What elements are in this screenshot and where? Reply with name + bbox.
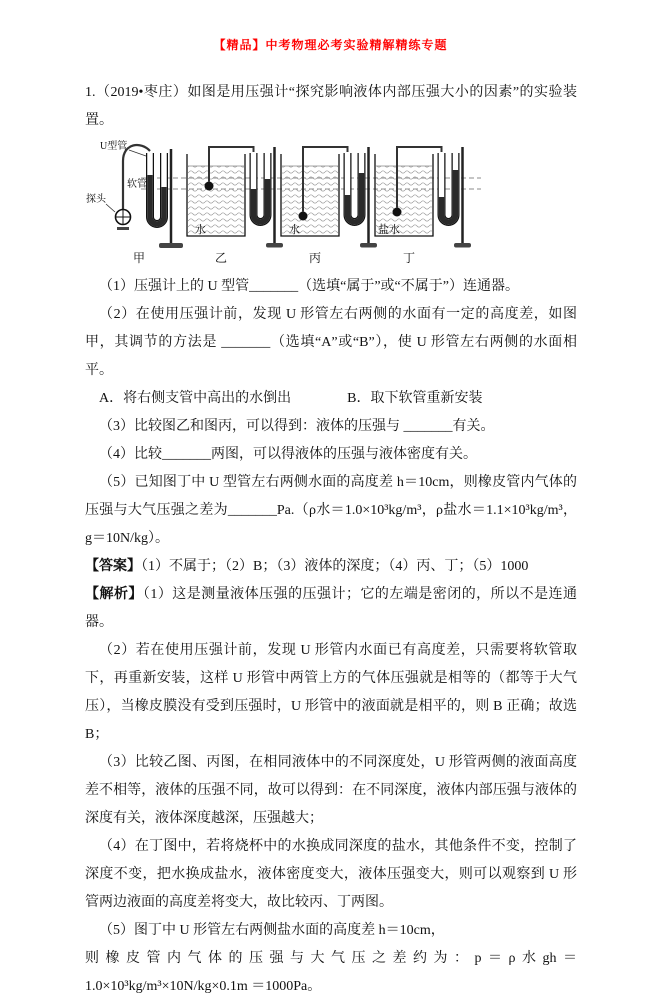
probe-label: 探头 <box>86 194 106 205</box>
probe-base <box>117 227 129 230</box>
probe-pointer-line <box>106 204 115 212</box>
probe <box>299 212 308 221</box>
analysis-label: 【解析】 <box>85 587 143 602</box>
soft-tube-label: 软管 <box>127 179 147 190</box>
question-part-5: （5）已知图丁中 U 型管左右两侧水面的高度差 h＝10cm，则橡皮管内气体的压强与大气压强之差为_______Pa.（ρ水＝1.0×10³kg/m³，ρ盐水＝1.1×10³kg/m³，g＝10N/kg）。 <box>85 475 577 546</box>
answer-line <box>85 553 577 581</box>
page-header: 【精品】中考物理必考实验精解精练专题 <box>213 38 448 52</box>
analysis-para-3: （3）比较乙图、丙图，在相同液体中的不同深度处，U 形管两侧的液面高度差不相等，液体的压强不同，故可以得到：在不同深度，液体内部压强与液体的深度有关，液体深度越深，压强越大； <box>85 755 577 826</box>
question-stem: 1.（2019•枣庄）如图是用压强计“探究影响液体内部压强大小的因素”的实验装置。 <box>85 85 577 128</box>
analysis-para-2: （2）若在使用压强计前，发现 U 形管内水面已有高度差，只需要将软管取下，再重新安装，这样 U 形管中两管上方的气体压强就是相等的（都等于大气压），当橡皮膜没有受到压强时，U 形管中的液面就是相平的，则 B 正确；故选 B； <box>85 643 577 742</box>
panel-label-jia: 甲 <box>133 251 146 265</box>
u-tube-label: U型管 <box>100 141 128 152</box>
stand-base <box>360 243 377 248</box>
panel-bing <box>281 147 377 265</box>
panel-ding <box>375 147 471 265</box>
analysis-para-5-calc: 则橡皮管内气体的压强与大气压之差约为：p＝ρ水gh＝1.0×10³kg/m³×10N/kg×0.1m ＝1000Pa。 <box>85 951 577 994</box>
analysis-item-1: （1）这是测量液体压强的压强计；它的左端是密闭的，所以不是连通器。 <box>85 587 578 630</box>
apparatus-figure <box>85 139 577 267</box>
liquid-label-ding: 盐水 <box>378 224 400 236</box>
apparatus-figure-svg <box>85 139 485 267</box>
analysis-para-4: （4）在丁图中，若将烧杯中的水换成同深度的盐水，其他条件不变，控制了深度不变，把水换成盐水，液体密度变大，液体压强变大，则可以观察到 U 形管两边液面的高度差将变大，故比较丙、丁两图。 <box>85 839 577 910</box>
question-part-4: （4）比较_______两图，可以得液体的压强与液体密度有关。 <box>99 447 477 462</box>
analysis-para-1 <box>85 581 577 637</box>
panel-label-bing: 丙 <box>309 251 322 265</box>
stand-base <box>266 243 283 248</box>
soft-tube <box>123 145 150 209</box>
stand-base <box>159 243 183 248</box>
probe <box>205 182 214 191</box>
document-content <box>85 79 577 1001</box>
stand-base <box>454 243 471 248</box>
panel-yi <box>187 147 283 265</box>
liquid-label-bing: 水 <box>289 224 300 236</box>
answer-label: 【答案】 <box>85 559 141 574</box>
panel-label-ding: 丁 <box>403 251 416 265</box>
panel-jia <box>86 139 183 265</box>
question-part-1: （1）压强计上的 U 型管_______（选填“属于”或“不属于”）连通器。 <box>99 279 519 294</box>
liquid-label-yi: 水 <box>195 224 206 236</box>
panel-label-yi: 乙 <box>215 251 228 265</box>
probe <box>393 208 402 217</box>
question-part-2: （2）在使用压强计前，发现 U 形管左右两侧的水面有一定的高度差，如图甲，其调节的方法是 _______（选填“A”或“B”），使 U 形管左右两侧的水面相平。 <box>85 307 577 378</box>
question-part-2-options: A．将右侧支管中高出的水倒出 B．取下软管重新安装 <box>99 391 483 406</box>
analysis-para-5: （5）图丁中 U 形管左右两侧盐水面的高度差 h＝10cm， <box>99 923 445 938</box>
answer-text: （1）不属于；（2）B；（3）液体的深度；（4）丙、丁；（5）1000 <box>141 559 529 574</box>
question-part-3: （3）比较图乙和图丙，可以得到：液体的压强与 _______有关。 <box>99 419 495 434</box>
u-tube-pointer-line <box>129 150 146 156</box>
